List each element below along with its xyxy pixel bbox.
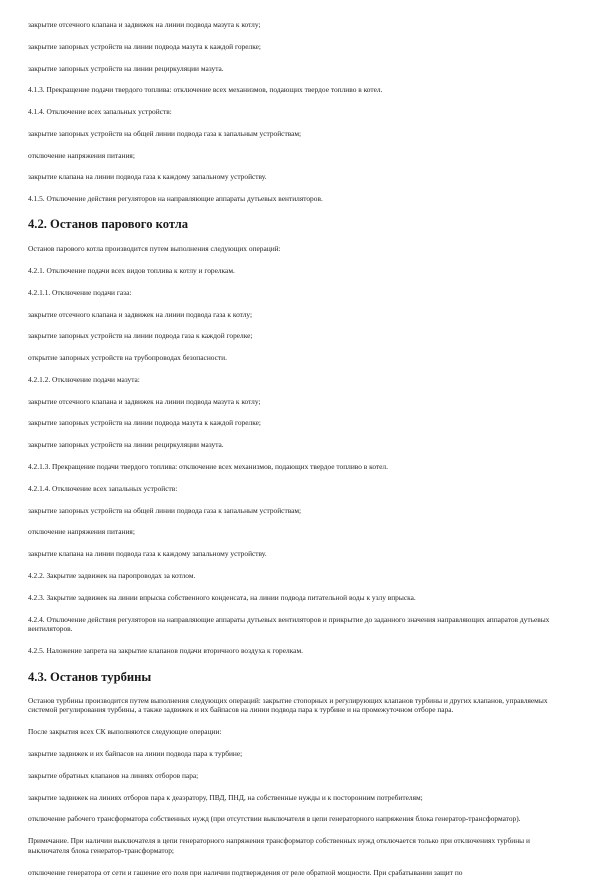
paragraph: 4.1.4. Отключение всех запальных устройств: [28,107,172,117]
paragraph: отключение рабочего трансформатора собственных нужд (при отсутствии выключателя в цепи генераторного напряжения блока генератор-трансформатор). [28,814,521,824]
paragraph: 4.2.4. Отключение действия регуляторов на направляющие аппараты дутьевых вентиляторов и прикрытие до заданного значения направляющих аппаратов дутьевых вентиляторов. [28,614,550,634]
paragraph: После закрытия всех СК выполняются следующие операции: [28,727,222,737]
paragraph: закрытие задвижек на линиях отборов пара к деаэратору, ПВД, ПНД, на собственные нужды и к посторонним потребителям; [28,792,423,802]
paragraph: закрытие отсечного клапана и задвижек на линии подвода мазута к котлу; [28,396,261,406]
paragraph: закрытие задвижек и их байпасов на линии подвода пара к турбине; [28,749,243,759]
paragraph: закрытие запорных устройств на линии подвода мазута к каждой горелке; [28,418,261,428]
paragraph: Останов парового котла производится путем выполнения следующих операций: [28,244,281,254]
paragraph: закрытие отсечного клапана и задвижек на линии подвода газа к котлу; [28,309,253,319]
paragraph: закрытие запорных устройств на линии рециркуляции мазута. [28,440,224,450]
paragraph: закрытие обратных клапанов на линиях отборов пара; [28,770,199,780]
paragraph: открытие запорных устройств на трубопроводах безопасности. [28,353,227,363]
paragraph: Примечание. При наличии выключателя в цепи генераторного напряжения трансформатор собственных нужд отключается только при отключениях турбины и выключателя блока генератор-трансформатор; [28,836,530,855]
paragraph: 4.1.3. Прекращение подачи твердого топлива: отключение всех механизмов, подающих твердое топливо в котел. [28,85,383,95]
paragraph: 4.2.1.4. Отключение всех запальных устройств: [28,483,178,493]
paragraph: закрытие клапана на линии подвода газа к каждому запальному устройству. [28,172,267,182]
paragraph: 4.2.1.2. Отключение подачи мазута: [28,374,140,384]
paragraph: закрытие клапана на линии подвода газа к каждому запальному устройству. [28,549,267,559]
paragraph: 4.2.1.1. Отключение подачи газа: [28,287,132,297]
paragraph: 4.2.2. Закрытие задвижек на паропроводах за котлом. [28,570,196,580]
paragraph: отключение напряжения питания; [28,527,135,537]
intro-block [28,20,567,215]
paragraph: Останов турбины производится путем выполнения следующих операций: закрытие стопорных и регулирующих клапанов турбины и других клапанов, управляемых системой регулирования турбины, а также задвижек и их байпасов на линии подвода пара к турбине и на промежуточном отборе пара. [28,695,548,715]
paragraph: закрытие отсечного клапана и задвижек на линии подвода мазута к котлу; [28,20,261,29]
section-4-3-body [28,696,567,889]
paragraph: отключение генератора от сети и гашение его поля при наличии подтверждения от реле обратной мощности. При срабатывании защит по [28,867,463,877]
section-heading-4-2: 4.2. Останов парового котла [28,217,189,232]
paragraph: 4.2.3. Закрытие задвижек на линии впрыска собственного конденсата, на линии подвода питательной воды к узлу впрыска. [28,592,416,602]
paragraph: закрытие запорных устройств на общей линии подвода газа к запальным устройствам; [28,505,302,515]
paragraph: 4.1.5. Отключение действия регуляторов на направляющие аппараты дутьевых вентиляторов. [28,194,323,204]
section-4-2-body [28,244,567,667]
paragraph: 4.2.5. Наложение запрета на закрытие клапанов подачи вторичного воздуха к горелкам. [28,645,303,655]
section-heading-4-3: 4.3. Останов турбины [28,669,152,684]
paragraph: закрытие запорных устройств на линии рециркуляции мазута. [28,63,224,73]
paragraph: закрытие запорных устройств на линии подвода газа к каждой горелке; [28,331,253,341]
paragraph: закрытие запорных устройств на линии подвода мазута к каждой горелке; [28,41,261,51]
paragraph: закрытие запорных устройств на общей линии подвода газа к запальным устройствам; [28,128,302,138]
paragraph: 4.2.1.3. Прекращение подачи твердого топлива: отключение всех механизмов, подающих твердое топливо в котел. [28,462,388,472]
paragraph: отключение напряжения питания; [28,150,135,160]
paragraph: 4.2.1. Отключение подачи всех видов топлива к котлу и горелкам. [28,266,235,276]
